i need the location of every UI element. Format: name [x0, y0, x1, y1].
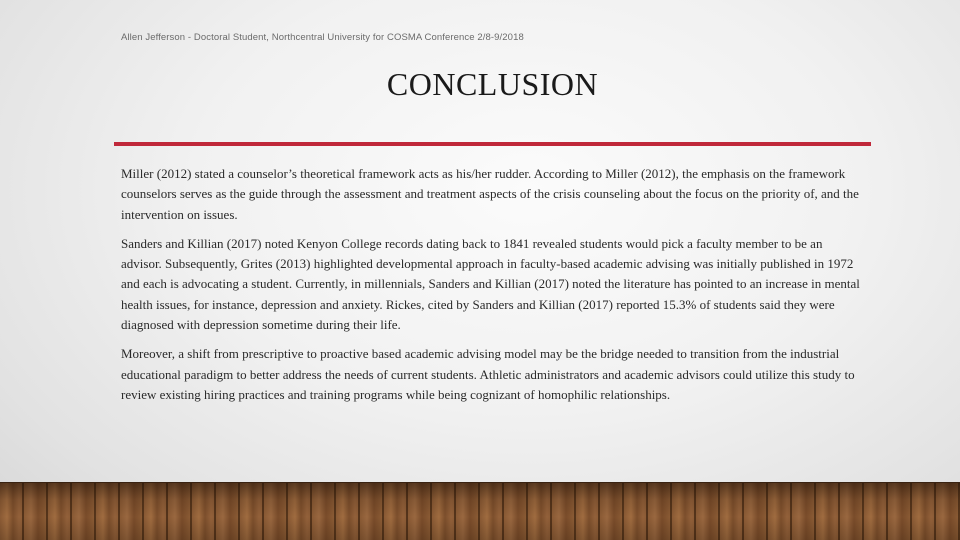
body-text — [121, 164, 866, 414]
title-divider — [114, 142, 871, 146]
header-note: Allen Jefferson - Doctoral Student, Northcentral University for COSMA Conference 2/8-9/2018 — [121, 32, 524, 43]
paragraph-3: Moreover, a shift from prescriptive to proactive based academic advising model may be the bridge needed to transition from the industrial educational paradigm to better address the needs of current students. Athletic administrators and academic advisors could utilize this study to review existing hiring practices and training programs while being cognizant of homophilic relationships. — [121, 346, 855, 402]
slide-title: CONCLUSION — [386, 66, 599, 102]
paragraph-2: Sanders and Killian (2017) noted Kenyon College records dating back to 1841 revealed students would pick a faculty member to be an advisor. Subsequently, Grites (2013) highlighted developmental approach in faculty-based academic advising was initially published in 1972 and each is advocating a student. Currently, in millennials, Sanders and Killian (2017) noted the literature has pointed to an increase in mental health issues, for instance, depression and anxiety. Rickes, cited by Sanders and Killian (2017) reported 15.3% of students said they were diagnosed with depression sometime during their life. — [121, 235, 860, 333]
paragraph-1: Miller (2012) stated a counselor’s theoretical framework acts as his/her rudder. According to Miller (2012), the emphasis on the framework counselors serves as the guide through the assessment and treatment aspects of the crisis counseling about the focus on the priority of, and the intervention on issues. — [121, 166, 859, 222]
floor-shadow — [0, 482, 960, 540]
